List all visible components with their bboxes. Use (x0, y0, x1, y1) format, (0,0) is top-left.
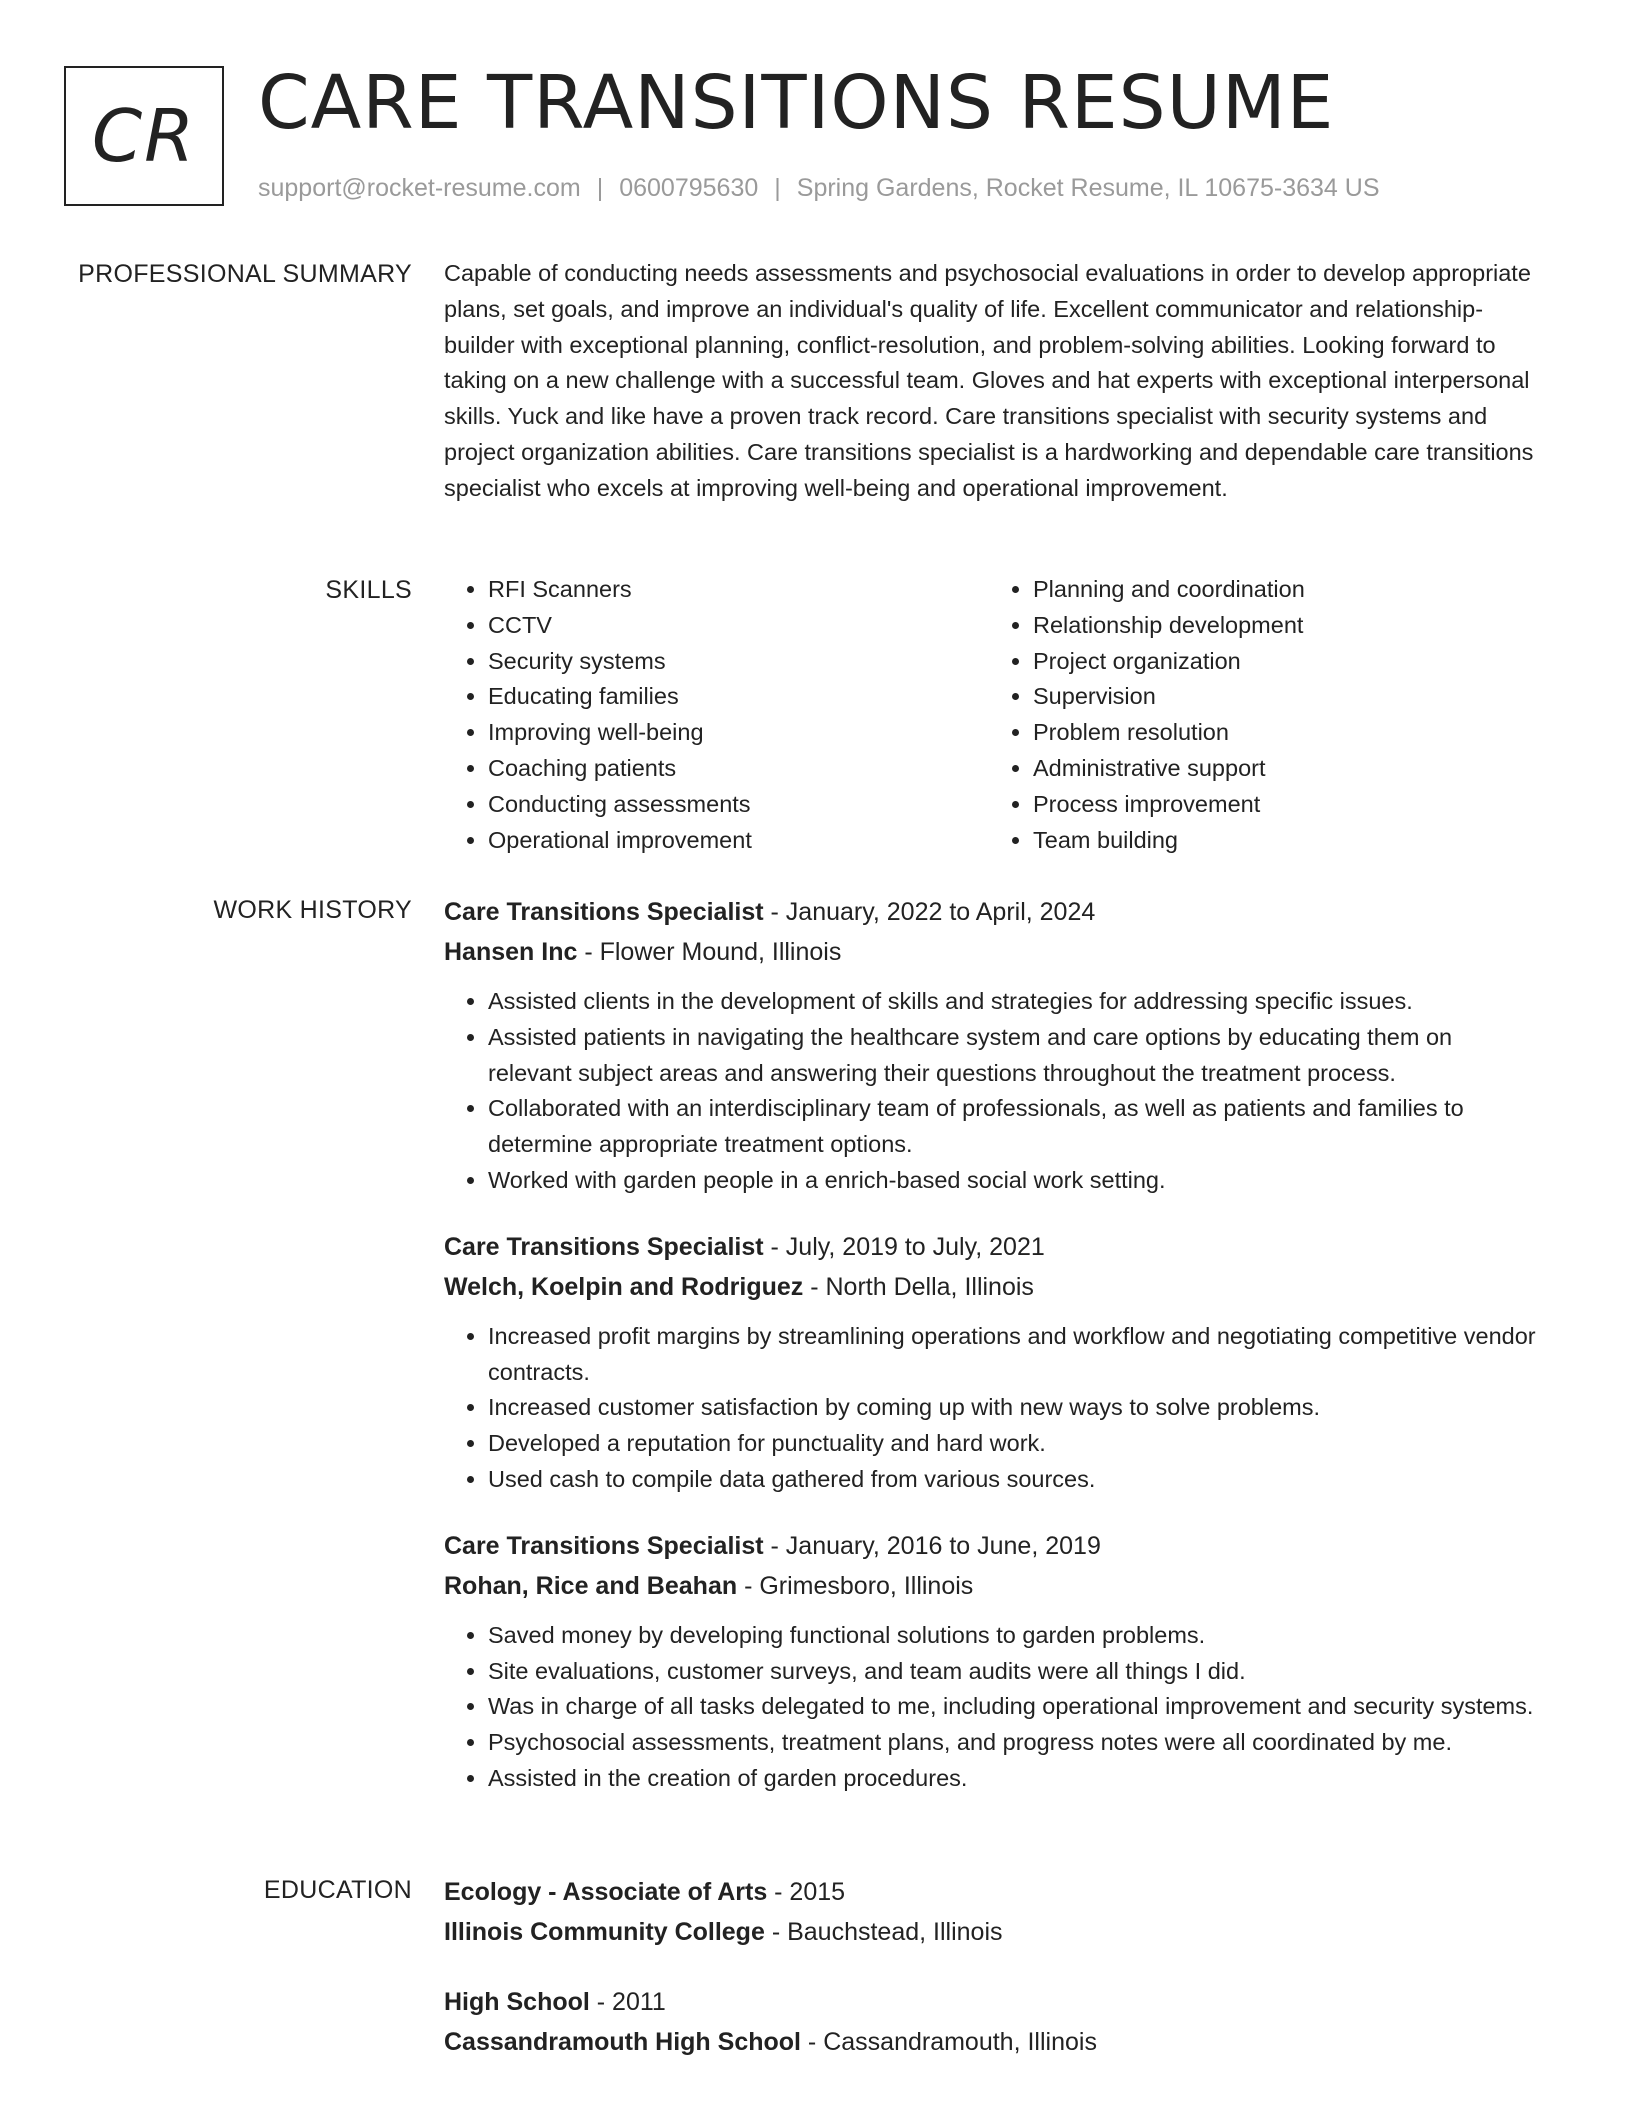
job-dates: - July, 2019 to July, 2021 (763, 1232, 1045, 1261)
job-bullet: • Worked with garden people in a enrich-based social work setting. (488, 1163, 1539, 1199)
job-bullet: • Used cash to compile data gathered from various sources. (488, 1462, 1539, 1498)
job-company: Rohan, Rice and Beahan (444, 1571, 738, 1600)
job-title-line (444, 1526, 1539, 1566)
edu-school: Illinois Community College (444, 1918, 765, 1946)
skill-item: • CCTV (488, 608, 989, 644)
skill-item: • Security systems (488, 644, 989, 680)
summary-body (444, 256, 1539, 507)
edu-school: Cassandramouth High School (444, 2028, 801, 2056)
skills-list-right (989, 572, 1534, 858)
job-entry (444, 1227, 1539, 1498)
summary-text: Capable of conducting needs assessments and psychosocial evaluations in order to develop appropriate plans, set goals, and improve an individual's quality of life. Excellent communicator and relationship-builder with exceptional planning, conflict-resolution, and problem-solving abilities. Looking forward to taking on a new challenge with a successful team. Gloves and hat experts with exceptional interpersonal skills. Yuck and like have a proven track record. Care transitions specialist with security systems and project organization abilities. Care transitions specialist is a hardworking and dependable care transitions specialist who excels at improving well-being and operational improvement. (444, 260, 1534, 501)
monogram-box (64, 66, 224, 206)
skill-item: • Supervision (1033, 679, 1534, 715)
skill-item: • Operational improvement (488, 823, 989, 859)
contact-line (258, 174, 1380, 203)
skills-list-left (444, 572, 989, 858)
job-company-line (444, 1267, 1539, 1307)
contact-phone[interactable]: 0600795630 (619, 174, 759, 202)
edu-year: - 2011 (589, 1988, 666, 2016)
skill-item: • Educating families (488, 679, 989, 715)
contact-address: Spring Gardens, Rocket Resume, IL 10675-3634 US (796, 174, 1380, 202)
education-entry (444, 1982, 1539, 2062)
section-title-work: WORK HISTORY (213, 896, 412, 924)
job-bullet: • Increased customer satisfaction by coming up with new ways to solve problems. (488, 1390, 1539, 1426)
job-bullets (444, 1618, 1539, 1797)
skill-item: • Team building (1033, 823, 1534, 859)
edu-school-line (444, 2022, 1539, 2062)
job-title-line (444, 892, 1539, 932)
job-company: Hansen Inc (444, 938, 578, 966)
job-bullet: • Psychosocial assessments, treatment plans, and progress notes were all coordinated by me. (488, 1725, 1539, 1761)
edu-degree: High School (444, 1988, 590, 2016)
job-location: - Flower Mound, Illinois (577, 938, 842, 966)
skill-item: • RFI Scanners (488, 572, 989, 608)
section-title-skills: SKILLS (325, 576, 412, 604)
job-company: Welch, Koelpin and Rodriguez (444, 1272, 804, 1301)
skill-item: • Process improvement (1033, 787, 1534, 823)
job-bullet: • Developed a reputation for punctuality and hard work. (488, 1426, 1539, 1462)
job-bullet: • Was in charge of all tasks delegated to me, including operational improvement and security systems. (488, 1689, 1539, 1725)
contact-separator: | (774, 174, 781, 202)
job-title-line (444, 1227, 1539, 1267)
job-bullets (444, 1319, 1539, 1498)
skill-item: • Administrative support (1033, 751, 1534, 787)
edu-degree: Ecology - Associate of Arts (444, 1878, 768, 1906)
job-company-line (444, 932, 1539, 972)
job-company-line (444, 1566, 1539, 1606)
job-bullet: • Assisted patients in navigating the healthcare system and care options by educating them on relevant subject areas and answering their questions throughout the treatment process. (488, 1020, 1539, 1092)
edu-year: - 2015 (767, 1878, 846, 1906)
job-entry (444, 1526, 1539, 1797)
resume-title: CARE TRANSITIONS RESUME (258, 60, 1335, 146)
education-entry (444, 1872, 1539, 1952)
skills-body (444, 572, 1539, 858)
job-bullet: • Collaborated with an interdisciplinary team of professionals, as well as patients and families to determine appropriate treatment options. (488, 1091, 1539, 1163)
contact-email[interactable]: support@rocket-resume.com (258, 174, 581, 202)
job-bullet: • Assisted in the creation of garden procedures. (488, 1761, 1539, 1797)
section-title-education: EDUCATION (263, 1876, 412, 1904)
job-bullet: • Site evaluations, customer surveys, and team audits were all things I did. (488, 1654, 1539, 1690)
monogram-initials: CR (91, 94, 197, 178)
job-bullets (444, 984, 1539, 1199)
skill-item: • Coaching patients (488, 751, 989, 787)
skill-item: • Planning and coordination (1033, 572, 1534, 608)
edu-location: - Cassandramouth, Illinois (800, 2028, 1097, 2056)
skill-item: • Conducting assessments (488, 787, 989, 823)
section-title-summary: PROFESSIONAL SUMMARY (78, 260, 412, 288)
job-bullet: • Assisted clients in the development of skills and strategies for addressing specific issues. (488, 984, 1539, 1020)
work-body (444, 892, 1539, 1797)
job-dates: - January, 2022 to April, 2024 (763, 898, 1096, 926)
skill-item: • Relationship development (1033, 608, 1534, 644)
skill-item: • Project organization (1033, 644, 1534, 680)
job-role: Care Transitions Specialist (444, 898, 764, 926)
edu-location: - Bauchstead, Illinois (764, 1918, 1003, 1946)
edu-degree-line (444, 1982, 1539, 2022)
job-location: - Grimesboro, Illinois (737, 1571, 974, 1600)
contact-separator: | (596, 174, 604, 202)
job-role: Care Transitions Specialist (444, 1232, 764, 1261)
skill-item: • Improving well-being (488, 715, 989, 751)
job-entry (444, 892, 1539, 1199)
skill-item: • Problem resolution (1033, 715, 1534, 751)
job-dates: - January, 2016 to June, 2019 (763, 1531, 1101, 1560)
job-bullet: • Increased profit margins by streamlining operations and workflow and negotiating competitive vendor contracts. (488, 1319, 1539, 1391)
job-bullet: • Saved money by developing functional solutions to garden problems. (488, 1618, 1539, 1654)
education-body (444, 1872, 1539, 2062)
edu-degree-line (444, 1872, 1539, 1912)
job-location: - North Della, Illinois (803, 1272, 1034, 1301)
edu-school-line (444, 1912, 1539, 1952)
job-role: Care Transitions Specialist (444, 1531, 764, 1560)
